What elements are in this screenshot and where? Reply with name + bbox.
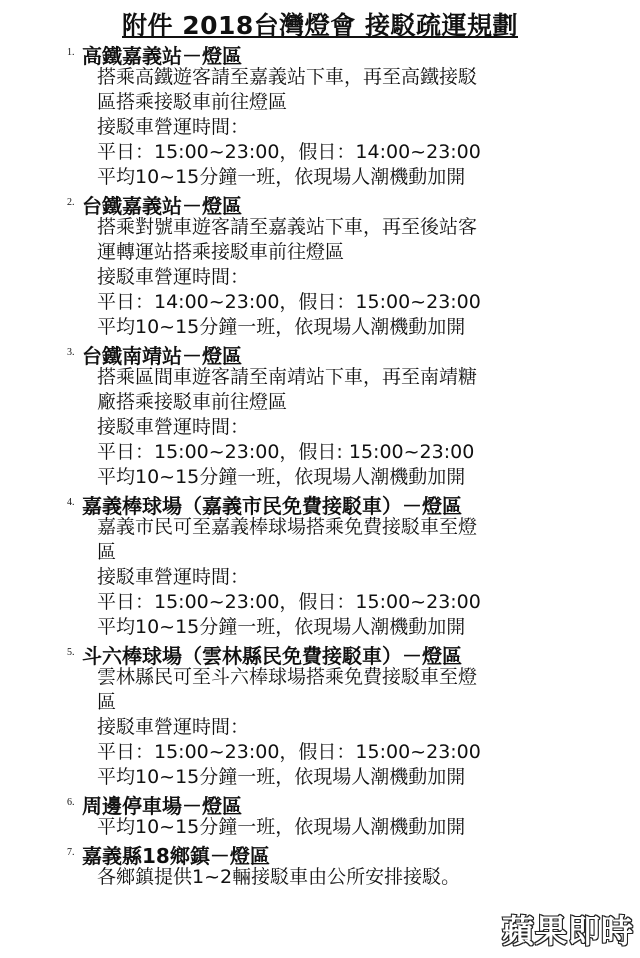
section-number: 6. (67, 797, 75, 808)
body-line: 廠搭乘接駁車前往燈區 (97, 391, 288, 413)
section-title: 高鐵嘉義站－燈區 (82, 44, 242, 68)
frequency-line: 平均10~15分鐘一班，依現場人潮機動加開 (97, 766, 466, 788)
body-line: 區搭乘接駁車前往燈區 (97, 91, 288, 113)
watermark-logo: 蘋果即時 (501, 912, 634, 950)
body-line: 雲林縣民可至斗六棒球場搭乘免費接駁車至燈 (97, 666, 478, 688)
body-line: 區 (97, 541, 117, 563)
schedule-line: 平日：15:00~23:00，假日: 15:00~23:00 (97, 441, 475, 463)
body-line: 區 (97, 691, 117, 713)
section-number: 4. (67, 497, 75, 508)
section-heading (0, 840, 640, 868)
section-number: 2. (67, 197, 75, 208)
body-line: 接駁車營運時間： (97, 266, 250, 288)
frequency-line: 平均10~15分鐘一班，依現場人潮機動加開 (97, 166, 466, 188)
section-heading (0, 640, 640, 668)
body-line: 搭乘區間車遊客請至南靖站下車，再至南靖糖 (97, 366, 478, 388)
frequency-line: 平均10~15分鐘一班，依現場人潮機動加開 (97, 816, 466, 838)
section-title: 斗六棒球場（雲林縣民免費接駁車）－燈區 (82, 644, 462, 668)
section-2 (0, 190, 640, 340)
section-heading (0, 40, 640, 68)
section-number: 5. (67, 647, 75, 658)
body-line: 搭乘高鐵遊客請至嘉義站下車，再至高鐵接駁 (97, 66, 478, 88)
section-title: 台鐵嘉義站－燈區 (82, 194, 242, 218)
section-heading (0, 790, 640, 818)
section-number: 1. (67, 47, 75, 58)
frequency-line: 平均10~15分鐘一班，依現場人潮機動加開 (97, 316, 466, 338)
section-title: 嘉義棒球場（嘉義市民免費接駁車）－燈區 (82, 494, 462, 518)
section-number: 7. (67, 847, 75, 858)
section-title: 周邊停車場－燈區 (82, 794, 242, 818)
frequency-line: 平均10~15分鐘一班，依現場人潮機動加開 (97, 616, 466, 638)
body-line: 嘉義市民可至嘉義棒球場搭乘免費接駁車至燈 (97, 516, 478, 538)
schedule-line: 平日：15:00~23:00，假日：15:00~23:00 (97, 741, 481, 763)
body-line: 接駁車營運時間： (97, 566, 250, 588)
section-heading (0, 190, 640, 218)
section-6 (0, 790, 640, 840)
body-line: 運轉運站搭乘接駁車前往燈區 (97, 241, 345, 263)
body-line: 各鄉鎮提供1~2輛接駁車由公所安排接駁。 (97, 866, 461, 888)
schedule-line: 平日：14:00~23:00，假日：15:00~23:00 (97, 291, 481, 313)
section-title: 台鐵南靖站－燈區 (82, 344, 242, 368)
section-heading (0, 490, 640, 518)
section-heading (0, 340, 640, 368)
section-3 (0, 340, 640, 490)
section-number: 3. (67, 347, 75, 358)
section-list (0, 40, 640, 890)
schedule-line: 平日：15:00~23:00，假日：15:00~23:00 (97, 591, 481, 613)
document-title: 附件 2018台灣燈會 接駁疏運規劃 (122, 11, 518, 40)
section-title: 嘉義縣18鄉鎮－燈區 (82, 844, 270, 868)
body-line: 搭乘對號車遊客請至嘉義站下車，再至後站客 (97, 216, 478, 238)
section-7 (0, 840, 640, 890)
body-line: 接駁車營運時間： (97, 716, 250, 738)
body-line: 接駁車營運時間： (97, 116, 250, 138)
schedule-line: 平日：15:00~23:00，假日：14:00~23:00 (97, 141, 481, 163)
section-4 (0, 490, 640, 640)
section-5 (0, 640, 640, 790)
body-line: 接駁車營運時間： (97, 416, 250, 438)
frequency-line: 平均10~15分鐘一班，依現場人潮機動加開 (97, 466, 466, 488)
section-1 (0, 40, 640, 190)
